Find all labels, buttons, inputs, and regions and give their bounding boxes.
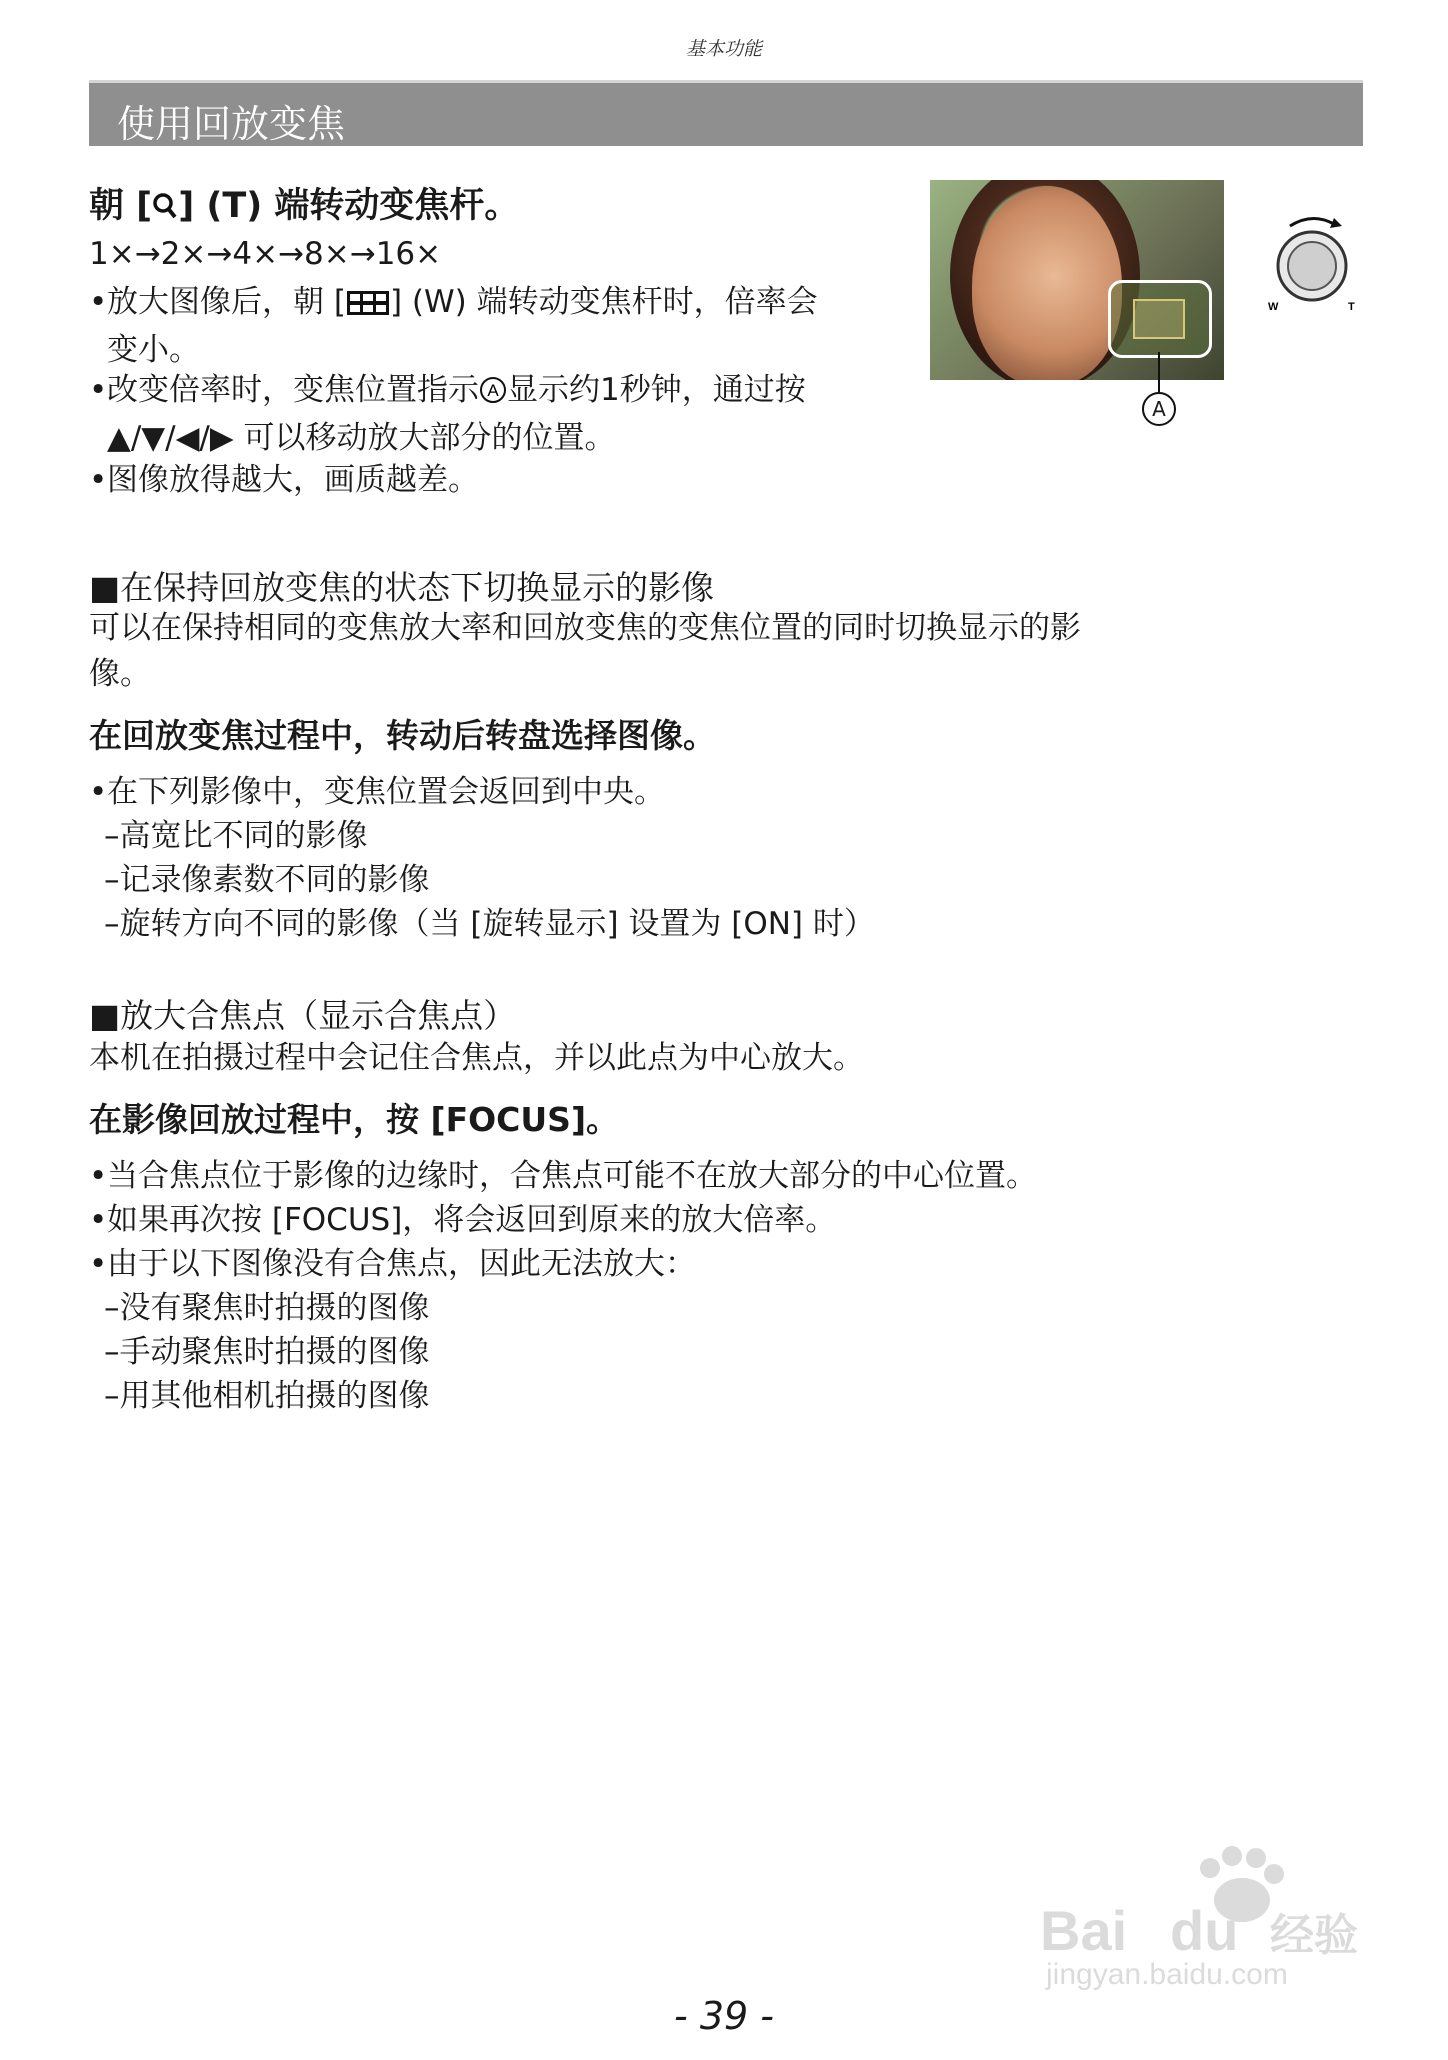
keep-zoom-item-1: –高宽比不同的影像 — [104, 818, 368, 854]
baidu-watermark — [1020, 1840, 1360, 2000]
leader-line — [1158, 352, 1160, 392]
svg-text:A: A — [487, 381, 499, 400]
svg-text:Bai: Bai — [1040, 1899, 1128, 1962]
focus-zoom-description: 本机在拍摄过程中会记住合焦点，并以此点为中心放大。 — [89, 1040, 864, 1076]
focus-zoom-step: 在影像回放过程中，按 [FOCUS]。 — [89, 1100, 620, 1139]
zoom-lever-icon — [1260, 210, 1364, 324]
callout-a-label: A — [1142, 392, 1176, 426]
circled-a-icon — [479, 372, 507, 416]
keep-zoom-heading: ■在保持回放变焦的状态下切换显示的影像 — [89, 568, 715, 607]
multi-playback-icon — [346, 284, 390, 328]
sample-photo — [930, 180, 1224, 380]
keep-zoom-description-line1: 可以在保持相同的变焦放大率和回放变焦的变焦位置的同时切换显示的影 — [89, 610, 1081, 646]
step-zoom-instruction: 朝 [ ] (T) 端转动变焦杆。 — [89, 178, 519, 230]
zoom-illustration — [930, 180, 1362, 440]
zoom-sequence: 1×→2×→4×→8×→16× — [89, 236, 442, 272]
watermark-url: jingyan.baidu.com — [1046, 1958, 1288, 1991]
focus-zoom-item-1: –没有聚焦时拍摄的图像 — [104, 1290, 430, 1326]
focus-zoom-bullet-1: • 当合焦点位于影像的边缘时，合焦点可能不在放大部分的中心位置。 — [89, 1154, 1037, 1198]
svg-text:T: T — [1348, 301, 1355, 313]
focus-zoom-heading: ■放大合焦点（显示合焦点） — [89, 996, 517, 1035]
focus-zoom-bullet-3: • 由于以下图像没有合焦点，因此无法放大： — [89, 1242, 696, 1286]
page-header: 基本功能 — [685, 38, 762, 60]
section-title-bar — [89, 80, 1363, 146]
section-title: 使用回放变焦 — [117, 102, 346, 146]
focus-zoom-item-2: –手动聚焦时拍摄的图像 — [104, 1334, 430, 1370]
bullet-zoom-out: • 放大图像后，朝 [ ] (W) 端转动变焦杆时，倍率会 变小。 — [89, 280, 818, 372]
zoom-position-indicator — [1108, 280, 1212, 358]
focus-zoom-item-3: –用其他相机拍摄的图像 — [104, 1378, 430, 1414]
focus-zoom-bullet-2: • 如果再次按 [FOCUS]，将会返回到原来的放大倍率。 — [89, 1198, 836, 1242]
svg-text:du: du — [1170, 1899, 1239, 1962]
keep-zoom-item-3: –旋转方向不同的影像（当 [旋转显示] 设置为 [ON] 时） — [104, 906, 875, 942]
keep-zoom-bullet: • 在下列影像中，变焦位置会返回到中央。 — [89, 770, 665, 814]
bullet-zoom-position: • 改变倍率时，变焦位置指示 A 显示约1秒钟，通过按 ▲/▼/◀/▶ 可以移动放大部分的位置。 — [89, 368, 806, 460]
magnifier-icon — [152, 190, 178, 230]
svg-text:W: W — [1268, 301, 1279, 313]
bullet-image-quality: • 图像放得越大，画质越差。 — [89, 458, 479, 502]
keep-zoom-step: 在回放变焦过程中，转动后转盘选择图像。 — [89, 716, 716, 755]
keep-zoom-description-line2: 像。 — [89, 656, 151, 692]
svg-text:经验: 经验 — [1270, 1910, 1358, 1961]
page-number: - 39 - — [674, 1994, 774, 2038]
keep-zoom-item-2: –记录像素数不同的影像 — [104, 862, 430, 898]
